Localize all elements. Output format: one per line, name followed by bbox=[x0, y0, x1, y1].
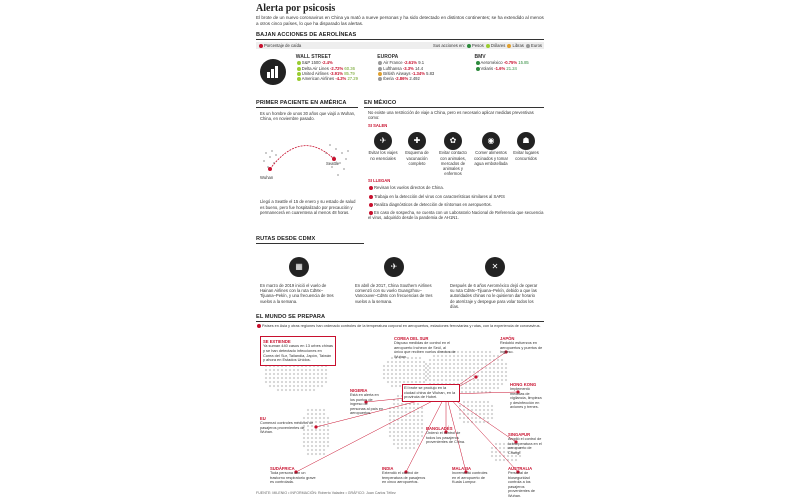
ruta-item: ✕ Después de 6 años Aeroméxico dejó de operar su ruta CdMx–Tijuana–Pekín, debido a que las autoridades chinas no le quisieron dar horario de aterrizaje y despegue para volar todos los días. bbox=[450, 256, 540, 309]
rutas-row bbox=[256, 256, 544, 309]
llegan-list bbox=[364, 185, 544, 220]
eu-row: Iberia -2.86% 2.492 bbox=[377, 76, 470, 81]
mexico-section-title: EN MÉXICO bbox=[364, 100, 544, 108]
mundo-legend: Países en Asia y otras regiones han ordenado controles de la temperatura corporal en aeropuertos, estaciones ferroviarias y rutas, con la experiencia de coronavirus. bbox=[256, 324, 544, 329]
europa-block bbox=[377, 55, 470, 85]
si-salen-label: SI SALEN bbox=[368, 123, 388, 129]
salen-item: ◉ Comer alimentos cocinados y tomar agua embotellada bbox=[474, 130, 508, 176]
rutas-section-title: RUTAS DESDE CDMX bbox=[256, 236, 364, 244]
ws-row: American Airlines -4.2% 27.29 bbox=[296, 76, 367, 81]
calendar-icon: ▦ bbox=[289, 257, 309, 277]
stock-chart-icon bbox=[260, 59, 286, 85]
bmv-row: Volaris -1.6% 21.24 bbox=[475, 66, 544, 71]
mundo-section-title: EL MUNDO SE PREPARA bbox=[256, 314, 544, 322]
callout-nigeria: NIGERIA Está en alerta en los puntos de ingreso de personas al país en aeropuertos. bbox=[350, 388, 384, 415]
broken-route-icon: ✕ bbox=[485, 257, 505, 277]
america-route-map bbox=[256, 123, 358, 199]
page-title: Alerta por psicosis bbox=[256, 3, 336, 14]
ws-row: United Airlines -3.91% 85.79 bbox=[296, 71, 367, 76]
mexico-section bbox=[364, 100, 544, 220]
eu-row: Air France -2.61% 9.1 bbox=[377, 60, 470, 65]
bmv-block bbox=[475, 55, 544, 85]
route-map-svg bbox=[256, 123, 358, 199]
legend-right-label: Sus acciones en: bbox=[432, 43, 465, 48]
mundo-section bbox=[256, 314, 544, 329]
footer-credits: FUENTE: MILENIO • INFORMACIÓN: Roberto Valadez • GRÁFICO: Juan Carlos Téllez bbox=[256, 491, 396, 495]
callout-australia: AUSTRALIA Personal de bioseguridad controla a los pasajeros provenientes de Wuhan. bbox=[508, 466, 536, 498]
red-dot-icon bbox=[259, 44, 263, 48]
dolares-dot-icon bbox=[486, 44, 490, 48]
seattle-label: Seattle bbox=[326, 161, 340, 167]
legend-item: Euros bbox=[531, 43, 542, 48]
se-extiende-text: Ya suman 440 casos en 13 urbes chinas y se han detectado infecciones en Corea del Sur, Tailandia, Japón, Taiwán y ahora en Estados Unidos. bbox=[263, 343, 334, 363]
brote-box: El brote se produjo en la ciudad china de Wuhan, en la provincia de Hubei. bbox=[402, 384, 460, 402]
crowd-icon: ☗ bbox=[517, 132, 535, 150]
bmv-title: BMV bbox=[474, 54, 486, 61]
llegan-item: Revisan los vuelos directos de China. bbox=[368, 185, 544, 190]
legend-left: Porcentaje de caída bbox=[264, 43, 302, 48]
wuhan-marker bbox=[268, 167, 272, 171]
infographic-page bbox=[254, 0, 546, 500]
airplane-icon: ✈ bbox=[384, 257, 404, 277]
llegan-item: En caso de sospecha, se cuenta con un Laboratorio Nacional de Referencia que secuencia el virus, adquirido desde la pandemia de AH1N1. bbox=[368, 210, 544, 221]
legend-item: Libras bbox=[512, 43, 524, 48]
wall-street-title: WALL STREET bbox=[295, 54, 331, 61]
syringe-icon: ✚ bbox=[408, 132, 426, 150]
callout-hongkong: HONG KONG Implementó medidas de vigilancia, limpieza y desinfección en aviones y trenes. bbox=[510, 382, 542, 409]
llegan-item: Realiza diagnósticos de detección de síntomas en aeropuertos. bbox=[368, 202, 544, 207]
bmv-row: Aeroméxico -0.75% 15.85 bbox=[475, 60, 544, 65]
callout-malasia: MALASIA Incrementó controles en el aeropuerto de Kuala Lumpur. bbox=[452, 466, 488, 484]
airlines-section bbox=[256, 32, 544, 85]
libras-dot-icon bbox=[507, 44, 511, 48]
europa-title: EUROPA bbox=[377, 54, 399, 61]
salen-item: ✚ Esquema de vacunación completo bbox=[402, 130, 432, 176]
callout-singapur: SINGAPUR Amplió el control de la temperatura en el aeropuerto de Changi. bbox=[508, 432, 542, 455]
eu-row: British Airways -1.34% 5.83 bbox=[377, 71, 470, 76]
ws-row: S&P 1500 -2.4% bbox=[296, 60, 367, 65]
airlines-section-title: BAJAN ACCIONES DE AEROLÍNEAS bbox=[256, 32, 544, 40]
ruta-item: ▦ En marzo de 2019 inició el vuelo de Hainan Airlines con la ruta CdMx–Tijuana–Pekín, y una frecuencia de tres vuelos a la semana. bbox=[260, 256, 338, 309]
ws-row: Delta Air Lines -2.72% 60.36 bbox=[296, 66, 367, 71]
callout-india: INDIA Extendió el control de temperatura de pasajeros en cinco aeropuertos. bbox=[382, 466, 426, 484]
food-icon: ◉ bbox=[482, 132, 500, 150]
salen-item: ✈ Evitar los viajes no esenciales bbox=[368, 130, 398, 176]
america-text1: Es un hombre de unos 30 años que viajó a Wuhan, China, en noviembre pasado. bbox=[260, 111, 356, 122]
legend-item: Dólares bbox=[490, 43, 506, 48]
legend-item: Pesos bbox=[472, 43, 484, 48]
airlines-legend bbox=[256, 42, 544, 49]
callout-eu: EU Comenzó controles médicos de pasajeros provenientes de Wuhan. bbox=[260, 416, 314, 434]
si-llegan-label: SI LLEGAN bbox=[368, 178, 391, 184]
callout-sudafrica: SUDÁFRICA Toda persona con un trastorno respiratorio grave es controlada. bbox=[270, 466, 316, 484]
plane-icon: ✈ bbox=[374, 132, 392, 150]
america-text2: Llegó a Seattle el 15 de enero y su estado de salud es bueno, pero fue hospitalizado por precaución y permanecerá en cuarentena al menos 48 horas. bbox=[260, 199, 356, 215]
salen-item: ✿ Evitar contacto con animales, mercados de animales y enfermos bbox=[436, 130, 470, 176]
ruta-item: ✈ En abril de 2017, China Southern Airlines comenzó con su vuelo Guangzhou–Vancouver–CdMx con frecuencias de tres vuelos a la semana. bbox=[355, 256, 433, 309]
callout-corea: COREA DEL SUR Dispuso medidas de control en el aeropuerto Incheon de Seúl, al único que reciben vuelos directos de Wuhan. bbox=[394, 336, 456, 359]
callout-japon: JAPÓN Redobló esfuerzos en aeropuertos y puertos de ingreso. bbox=[500, 336, 543, 354]
se-extiende-title: SE EXTIENDE bbox=[263, 339, 291, 344]
animal-icon: ✿ bbox=[444, 132, 462, 150]
wuhan-label: Wuhan bbox=[260, 175, 274, 181]
intro-text: El brote de un nuevo coronavirus en China ya mató a nueve personas y ha sido detectado en distintos continentes; se ha extendido al menos a otros cinco países, lo que ha disparado las alertas. bbox=[256, 15, 544, 26]
salen-icons-row bbox=[364, 130, 544, 176]
pesos-dot-icon bbox=[467, 44, 471, 48]
eu-row: Lufthansa -3.3% 14.4 bbox=[377, 66, 470, 71]
callout-bangladesh: BANGLADÉS Ordenó el control de todos los pasajeros provenientes de China. bbox=[426, 426, 466, 444]
salen-item: ☗ Evitar lugares concurridos bbox=[512, 130, 540, 176]
llegan-item: Trabaja en la detección del virus con características similares al SARS bbox=[368, 194, 544, 199]
america-section bbox=[256, 100, 358, 215]
se-extiende-box bbox=[260, 336, 336, 366]
america-section-title: PRIMER PACIENTE EN AMÉRICA bbox=[256, 100, 358, 108]
mexico-intro: No existe una restricción de viaje a China, pero es necesario aplicar medidas preventivas como: bbox=[368, 110, 534, 121]
euros-dot-icon bbox=[526, 44, 530, 48]
wall-street-block bbox=[296, 55, 367, 85]
rutas-section bbox=[256, 236, 544, 309]
